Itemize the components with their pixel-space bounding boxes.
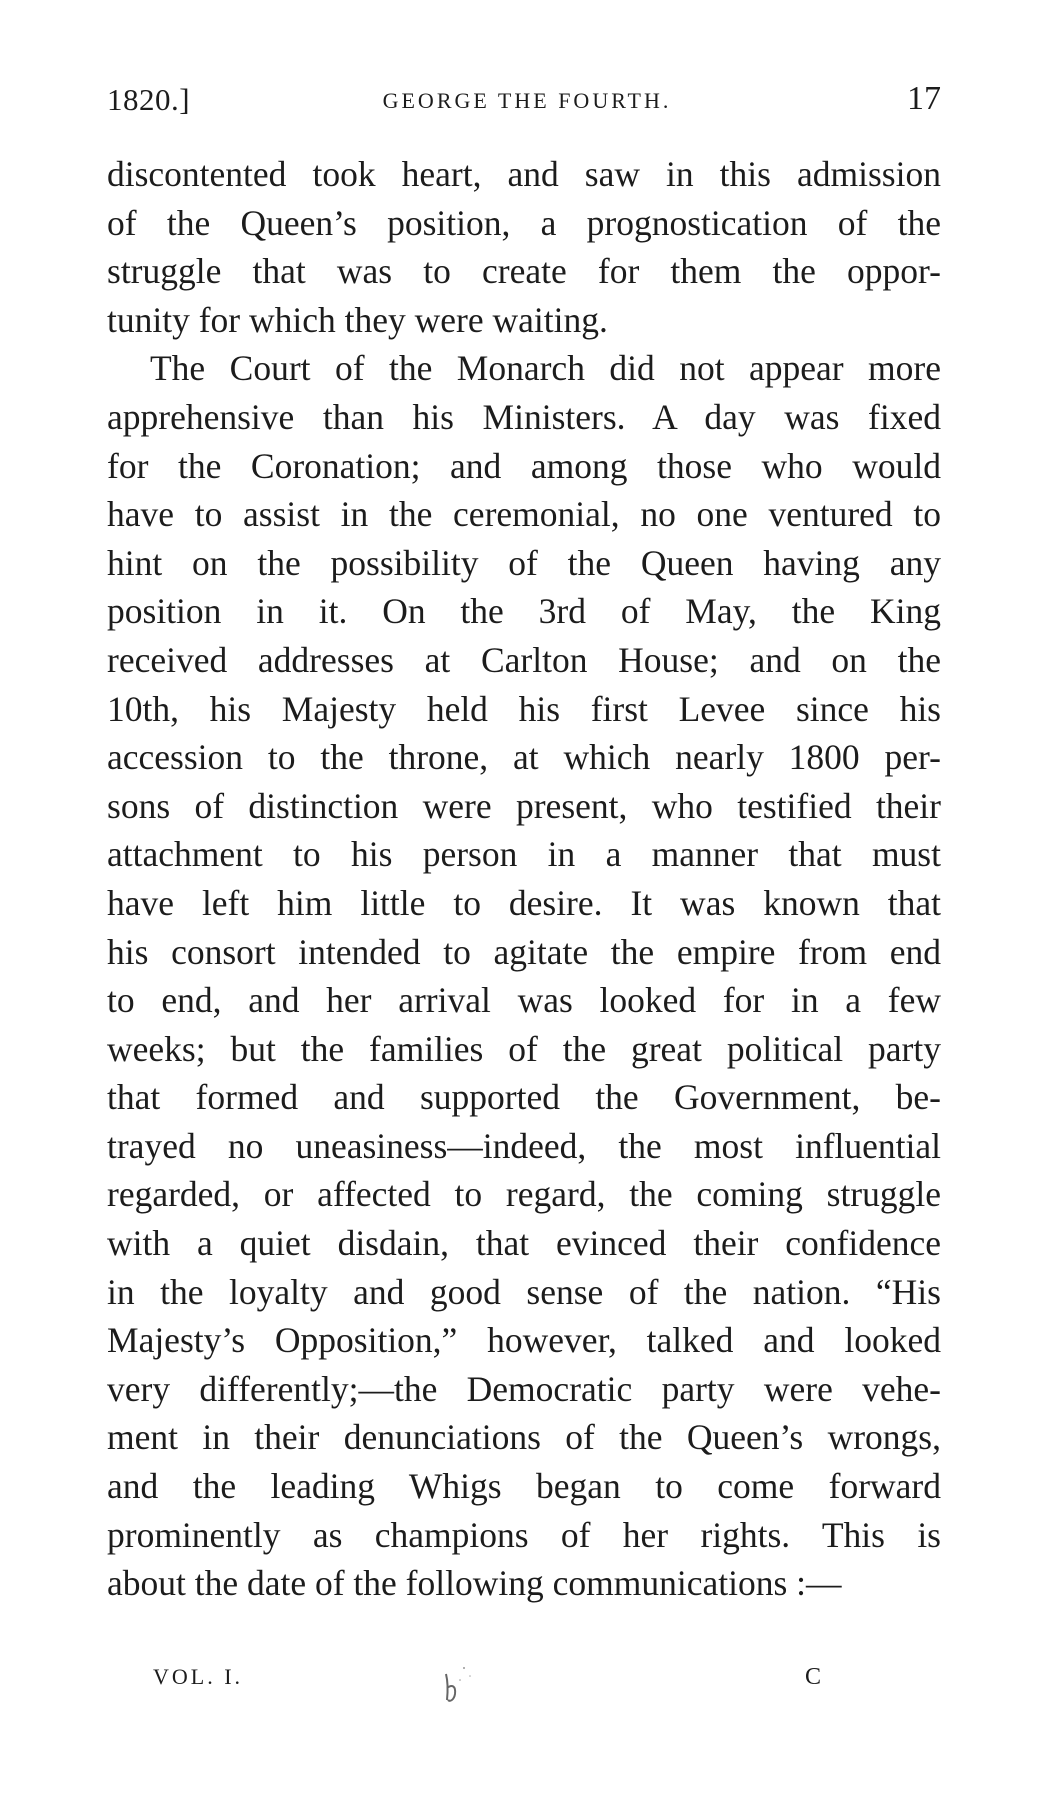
paragraph [107,150,941,344]
paragraph [107,344,941,1607]
text-line: received addresses at Carlton House; and on the [107,639,941,680]
text-line: regarded, or affected to regard, the coming struggle [107,1174,941,1215]
page-number: 17 [907,80,941,117]
text-line: to end, and her arrival was looked for in a few [107,980,941,1021]
text-line: discontented took heart, and saw in this admission [107,154,941,194]
text-line: his consort intended to agitate the empire from end [107,931,941,972]
text-line: and the leading Whigs began to come forward [107,1466,941,1507]
header-year: 1820.] [107,82,191,117]
signature-volume: VOL. I. [153,1664,244,1689]
text-line: weeks; but the families of the great political party [107,1028,941,1069]
running-header [107,82,941,132]
text-line: have left him little to desire. It was known that [107,882,941,923]
text-line: 10th, his Majesty held his first Levee since his [107,688,941,729]
text-line: that formed and supported the Government, be- [107,1077,941,1118]
signature-footer [153,1664,821,1700]
text-line: sons of distinction were present, who testified their [107,785,941,826]
ink-smudge-icon [440,1660,480,1706]
text-line: trayed no uneasiness—indeed, the most influential [107,1125,941,1166]
text-line: have to assist in the ceremonial, no one ventured to [107,494,941,535]
text-line: about the date of the following communications :— [107,1563,842,1604]
text-line: attachment to his person in a manner that must [107,834,941,875]
text-line: for the Coronation; and among those who would [107,445,941,486]
text-line: accession to the throne, at which nearly 1800 per- [107,737,941,778]
text-line: of the Queen’s position, a prognostication of the [107,202,941,243]
running-title: GEORGE THE FOURTH. [382,88,672,113]
signature-mark: C [804,1664,821,1690]
text-line: with a quiet disdain, that evinced their confidence [107,1223,941,1264]
text-line: The Court of the Monarch did not appear more [150,348,941,389]
text-line: ment in their denunciations of the Queen’s wrongs, [107,1417,941,1458]
text-line: tunity for which they were waiting. [107,299,608,340]
text-line: apprehensive than his Ministers. A day was fixed [107,396,941,437]
text-line: very differently;—the Democratic party were vehe- [107,1368,941,1409]
text-line: Majesty’s Opposition,” however, talked and looked [107,1320,941,1361]
text-line: in the loyalty and good sense of the nation. “His [107,1271,941,1312]
text-line: hint on the possibility of the Queen having any [107,542,941,583]
text-line: position in it. On the 3rd of May, the King [107,591,941,632]
text-line: struggle that was to create for them the oppor- [107,251,941,292]
text-line: prominently as champions of her rights. This is [107,1514,941,1555]
body-text [107,150,941,1608]
